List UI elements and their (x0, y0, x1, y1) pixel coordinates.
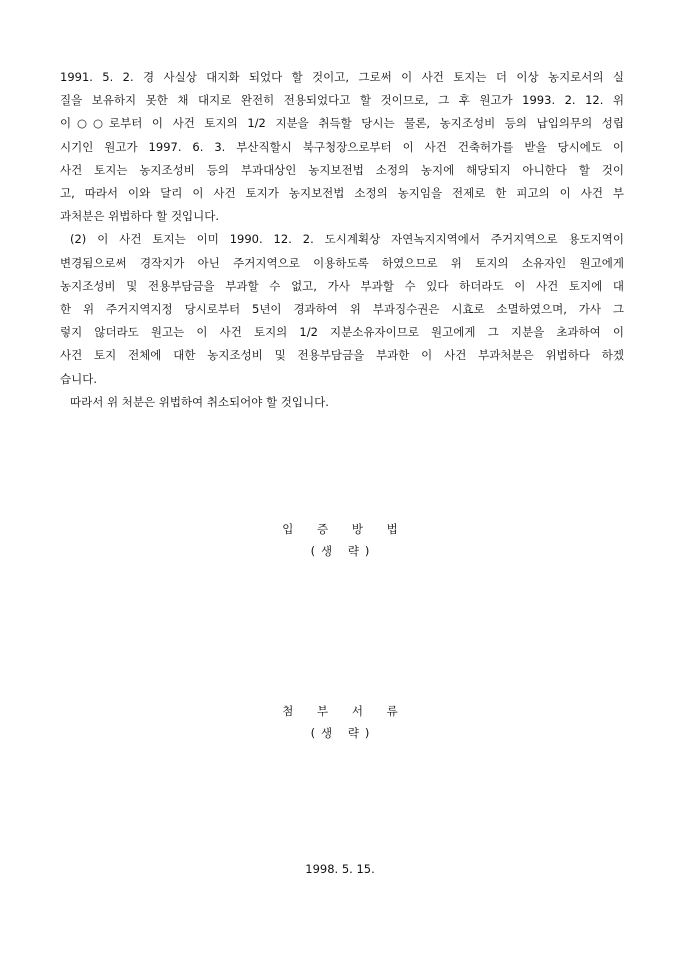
attachments-omitted-note: (생 략) (310, 726, 376, 740)
evidence-section (0, 518, 680, 562)
body-line: 한 위 주거지역지정 당시로부터 5년이 경과하여 위 부과징수권은 시효로 소멸하였으며, 가사 그 (60, 302, 624, 317)
body-line: 이○○로부터 이 사건 토지의 1/2 지분을 취득할 당시는 물론, 농지조성비 등의 납입의무의 성립 (60, 116, 624, 131)
body-line: 고, 따라서 이와 달리 이 사건 토지가 농지보전법 소정의 농지임을 전제로 한 피고의 이 사건 부 (60, 186, 624, 201)
body-line: 렇지 않더라도 원고는 이 사건 토지의 1/2 지분소유자이므로 원고에게 그 지분을 초과하여 이 (60, 325, 624, 340)
body-line: 변경됨으로써 경작지가 아닌 주거지역으로 이용하도록 하였으므로 위 토지의 소유자인 원고에게 (60, 255, 624, 270)
evidence-omitted-note: (생 략) (310, 544, 376, 558)
attachments-section (0, 700, 680, 744)
body-line: 사건 토지는 농지조성비 등의 부과대상인 농지보전법 소정의 농지에 해당되지 아니한다 할 것이 (60, 162, 624, 177)
body-line: 사건 토지 전체에 대한 농지조성비 및 전용부담금을 부과한 이 사건 부과처분은 위법하다 하겠 (60, 348, 624, 363)
body-line: 1991. 5. 2. 경 사실상 대지화 되었다 할 것이고, 그로써 이 사건 토지는 더 이상 농지로서의 실 (60, 70, 624, 84)
body-line: (2) 이 사건 토지는 이미 1990. 12. 2. 도시계획상 자연녹지지역에서 주거지역으로 용도지역이 (70, 232, 624, 247)
document-body (60, 66, 624, 414)
body-line: 과처분은 위법하다 할 것입니다. (60, 209, 220, 224)
body-line: 습니다. (60, 371, 97, 386)
attachments-heading: 첨 부 서 류 (282, 704, 408, 718)
evidence-heading: 입 증 방 법 (282, 522, 408, 536)
document-date: 1998. 5. 15. (305, 862, 375, 876)
body-line: 시기인 원고가 1997. 6. 3. 부산직할시 북구청장으로부터 이 사건 건축허가를 받을 당시에도 이 (60, 139, 624, 154)
body-line: 질을 보유하지 못한 채 대지로 완전히 전용되었다고 할 것이므로, 그 후 원고가 1993. 2. 12. 위 (60, 93, 624, 108)
body-line: 농지조성비 및 전용부담금을 부과할 수 없고, 가사 부과할 수 있다 하더라도 이 사건 토지에 대 (60, 278, 624, 293)
body-line: 따라서 위 처분은 위법하여 취소되어야 할 것입니다. (70, 394, 329, 409)
